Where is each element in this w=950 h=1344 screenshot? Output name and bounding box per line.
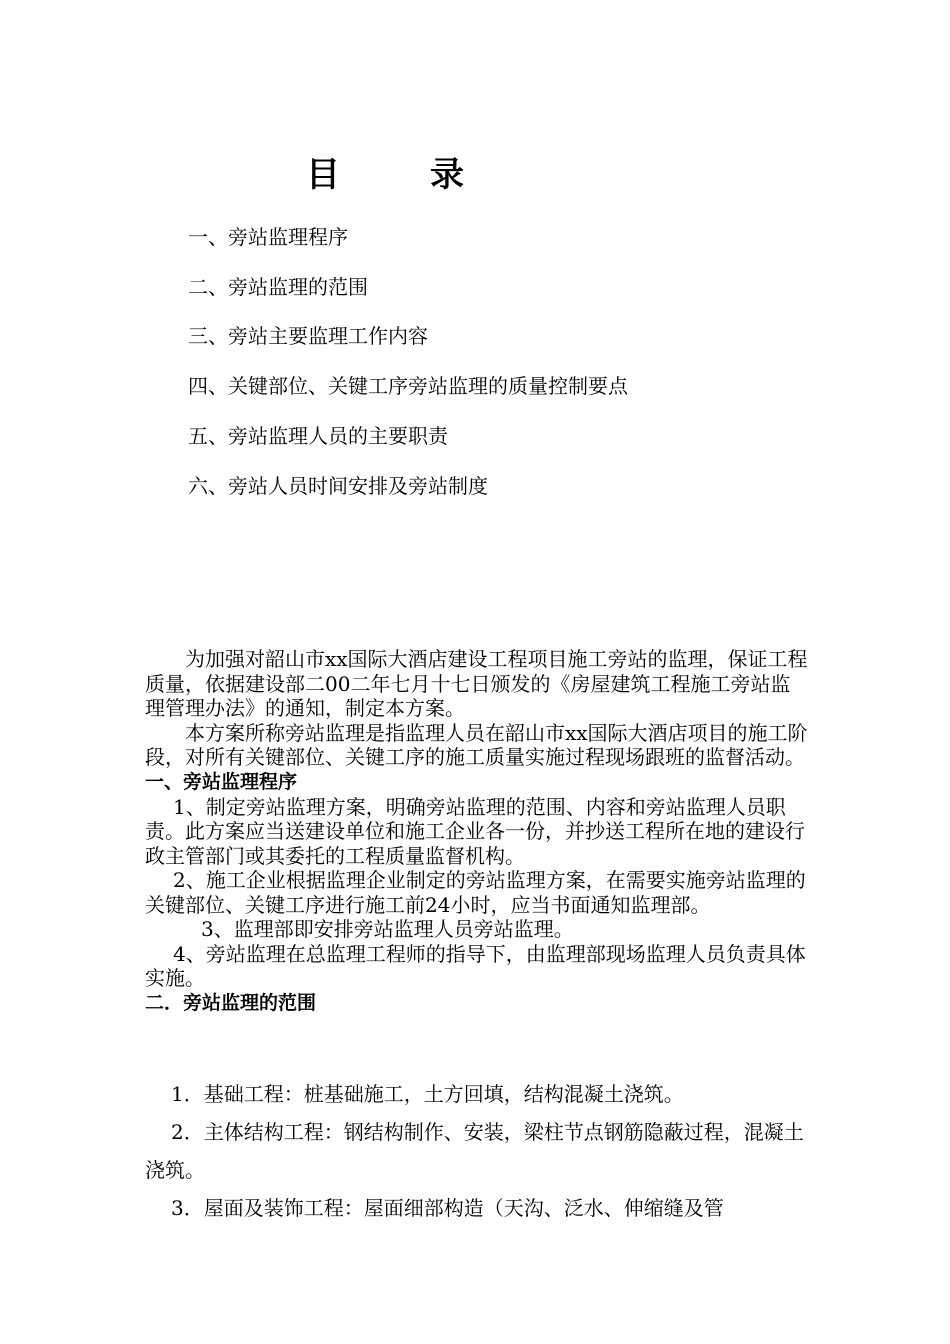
- toc-item-6: 六、旁站人员时间安排及旁站制度: [188, 474, 488, 498]
- section-2-item-1: 1．基础工程：桩基础施工，土方回填，结构混凝土浇筑。: [171, 1082, 684, 1106]
- section-2-item-3: 3．屋面及装饰工程：屋面细部构造（天沟、泛水、伸缩缝及管: [171, 1196, 724, 1220]
- range-list: [145, 1075, 815, 1227]
- section-1-item-1: 1、制定旁站监理方案，明确旁站监理的范围、内容和旁站监理人员职责。此方案应当送建设单位和施工企业各一份，并抄送工程所在地的建设行政主管部门或其委托的工程质量监督机构。: [145, 794, 805, 868]
- toc-item-3: 三、旁站主要监理工作内容: [188, 324, 428, 348]
- section-1-item-3: 3、监理部即安排旁站监理人员旁站监理。: [201, 917, 574, 941]
- section-1-heading: 一、旁站监理程序: [145, 770, 298, 793]
- section-1-item-2: 2、施工企业根据监理企业制定的旁站监理方案，在需要实施旁站监理的关键部位、关键工序进行施工前24小时，应当书面通知监理部。: [145, 868, 806, 917]
- toc-title: 目录: [306, 155, 554, 195]
- toc-item-1: 一、旁站监理程序: [188, 225, 348, 249]
- toc-item-2: 二、旁站监理的范围: [188, 275, 368, 299]
- intro-paragraph-1: 为加强对韶山市xx国际大酒店建设工程项目施工旁站的监理，保证工程质量，依据建设部二00二年七月十七日颁发的《房屋建筑工程施工旁站监理管理办法》的通知，制定本方案。: [145, 647, 808, 720]
- section-2-item-2: 2．主体结构工程：钢结构制作、安装，梁柱节点钢筋隐蔽过程，混凝土浇筑。: [145, 1120, 804, 1182]
- body-text: [145, 647, 810, 1016]
- intro-paragraph-2: 本方案所称旁站监理是指监理人员在韶山市xx国际大酒店项目的施工阶段，对所有关键部位、关键工序的施工质量实施过程现场跟班的监督活动。: [145, 720, 808, 769]
- toc-item-5: 五、旁站监理人员的主要职责: [188, 424, 448, 448]
- toc-item-4: 四、关键部位、关键工序旁站监理的质量控制要点: [188, 374, 628, 398]
- section-2-heading: 二．旁站监理的范围: [145, 991, 317, 1014]
- section-1-item-4: 4、旁站监理在总监理工程师的指导下，由监理部现场监理人员负责具体实施。: [145, 941, 806, 990]
